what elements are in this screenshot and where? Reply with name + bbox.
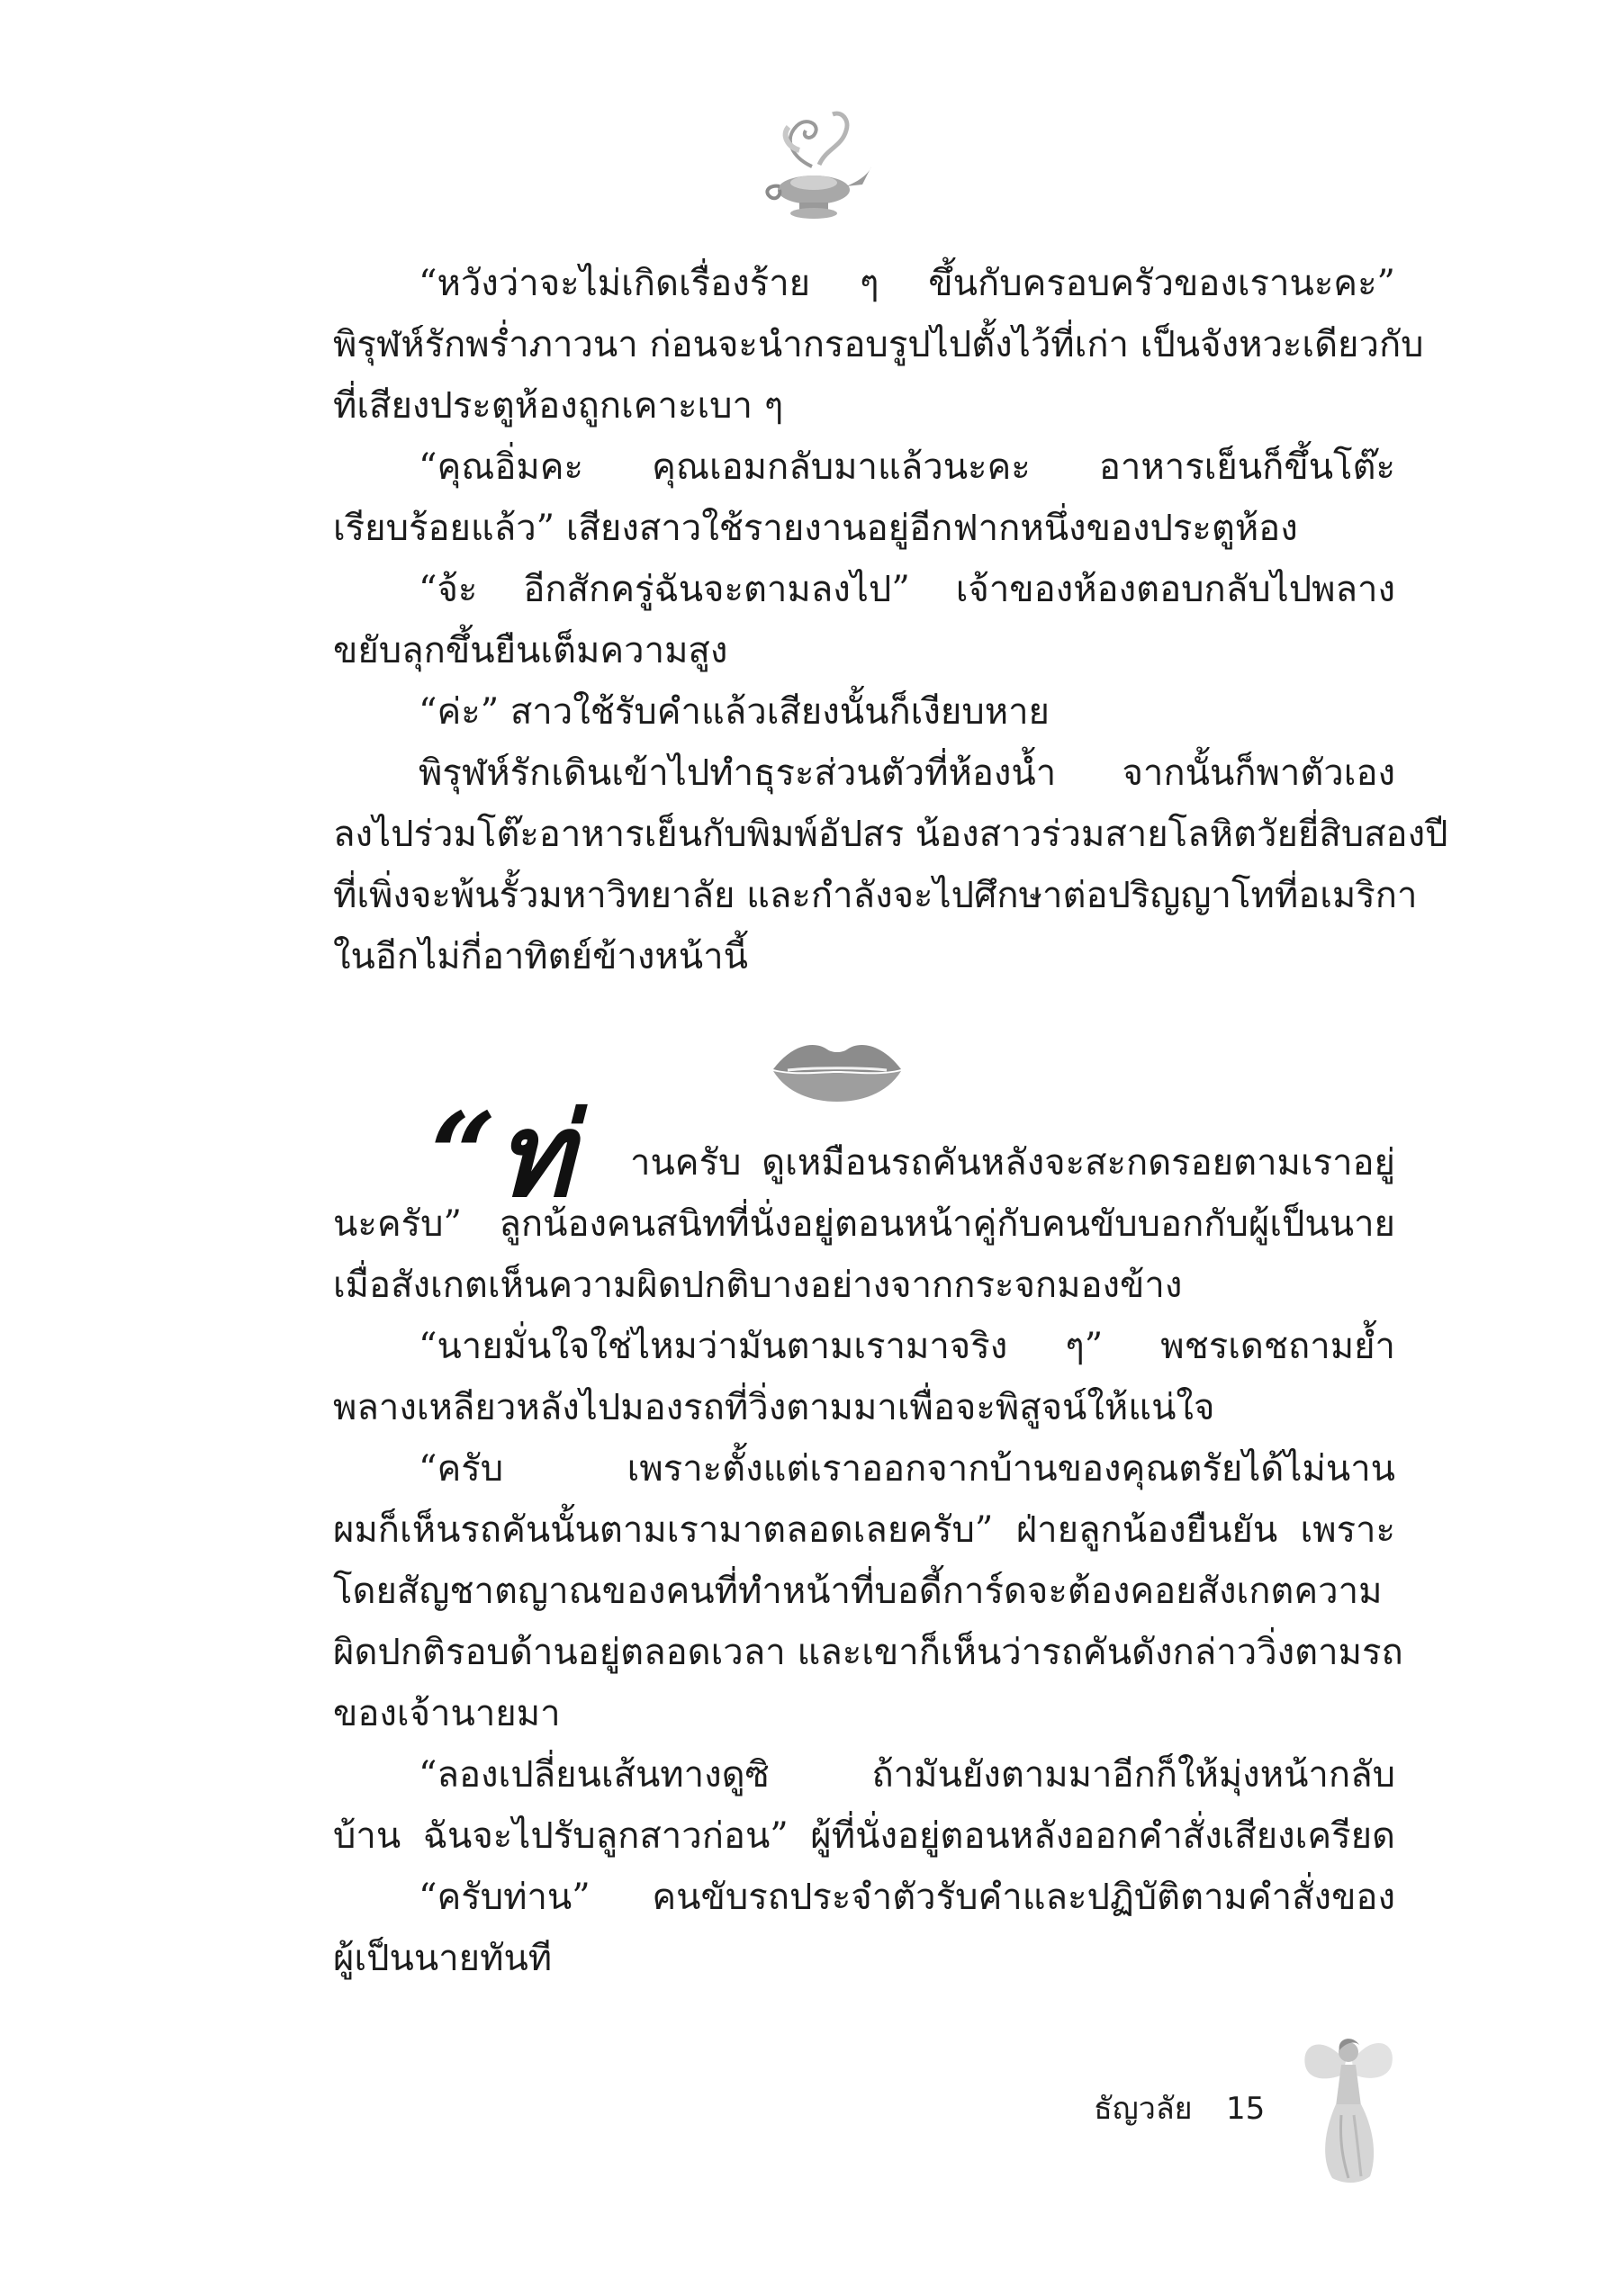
paragraph-line: “คุณอิ่มคะ คุณเอมกลับมาแล้วนะคะ อาหารเย็นก็ขึ้นโต๊ะ [419, 446, 1395, 488]
paragraph-line: ที่เสียงประตูห้องถูกเคาะเบา ๆ [333, 385, 784, 427]
paragraph-line: บ้าน ฉันจะไปรับลูกสาวก่อน” ผู้ที่นั่งอยู่ตอนหลังออกคำสั่งเสียงเครียด [333, 1815, 1395, 1857]
paragraph-line: ที่เพิ่งจะพ้นรั้วมหาวิทยาลัย และกำลังจะไปศึกษาต่อปริญญาโทที่อเมริกา [333, 875, 1418, 916]
paragraph-line: “นายมั่นใจใช่ไหมว่ามันตามเรามาจริง ๆ” พชรเดชถามย้ำ [419, 1326, 1395, 1367]
paragraph-line: พิรุฬห์รักเดินเข้าไปทำธุระส่วนตัวที่ห้องน้ำ จากนั้นก็พาตัวเอง [419, 752, 1395, 794]
paragraph-line: โดยสัญชาตญาณของคนที่ทำหน้าที่บอดี้การ์ดจะต้องคอยสังเกตความ [333, 1571, 1383, 1612]
paragraph-line: เมื่อสังเกตเห็นความผิดปกติบางอย่างจากกระจกมองข้าง [333, 1265, 1183, 1306]
paragraph-line: ผมก็เห็นรถคันนั้นตามเรามาตลอดเลยครับ” ฝ่ายลูกน้องยืนยัน เพราะ [333, 1509, 1395, 1551]
paragraph-line: “หวังว่าจะไม่เกิดเรื่องร้าย ๆ ขึ้นกับครอบครัวของเรานะคะ” [419, 263, 1395, 304]
paragraph-line: ผู้เป็นนายทันที [333, 1938, 553, 1979]
paragraph-line: พิรุฬห์รักพร่ำภาวนา ก่อนจะนำกรอบรูปไปตั้งไว้ที่เก่า เป็นจังหวะเดียวกับ [333, 324, 1424, 365]
paragraph-line: นะครับ” ลูกน้องคนสนิทที่นั่งอยู่ตอนหน้าคู่กับคนขับบอกกับผู้เป็นนาย [333, 1203, 1395, 1245]
paragraph-line: “ครับท่าน” คนขับรถประจำตัวรับคำและปฏิบัติตามคำสั่งของ [419, 1877, 1395, 1918]
paragraph-line: เรียบร้อยแล้ว” เสียงสาวใช้รายงานอยู่อีกฟากหนึ่งของประตูห้อง [333, 508, 1298, 549]
paragraph-line: “จ้ะ อีกสักครู่ฉันจะตามลงไป” เจ้าของห้องตอบกลับไปพลาง [419, 569, 1395, 610]
paragraph-line: “ค่ะ” สาวใช้รับคำแล้วเสียงนั้นก็เงียบหาย [419, 691, 1050, 733]
lips-ornament-icon [770, 1035, 905, 1105]
lamp-ornament-icon [756, 104, 873, 225]
paragraph-line: พลางเหลียวหลังไปมองรถที่วิ่งตามมาเพื่อจะพิสูจน์ให้แน่ใจ [333, 1387, 1215, 1428]
drop-cap: “ท่ [430, 1088, 573, 1223]
paragraph-line: ในอีกไม่กี่อาทิตย์ข้างหน้านี้ [333, 936, 748, 977]
paragraph-line: “ลองเปลี่ยนเส้นทางดูซิ ถ้ามันยังตามมาอีกก็ให้มุ่งหน้ากลับ [419, 1754, 1395, 1796]
page-number: 15 [1226, 2091, 1266, 2127]
paragraph-line: านครับ ดูเหมือนรถคันหลังจะสะกดรอยตามเราอยู่ [630, 1142, 1395, 1184]
footer-author: ธัญวลัย [1094, 2091, 1193, 2127]
paragraph-line: “ครับ เพราะตั้งแต่เราออกจากบ้านของคุณตรัยได้ไม่นาน [419, 1448, 1395, 1490]
fairy-ornament-icon [1296, 2025, 1400, 2187]
paragraph-line: ผิดปกติรอบด้านอยู่ตลอดเวลา และเขาก็เห็นว่ารถคันดังกล่าววิ่งตามรถ [333, 1632, 1403, 1673]
paragraph-line: ขยับลุกขึ้นยืนเต็มความสูง [333, 630, 728, 671]
paragraph-line: ลงไปร่วมโต๊ะอาหารเย็นกับพิมพ์อัปสร น้องสาวร่วมสายโลหิตวัยยี่สิบสองปี [333, 814, 1448, 855]
paragraph-line: ของเจ้านายมา [333, 1693, 561, 1734]
